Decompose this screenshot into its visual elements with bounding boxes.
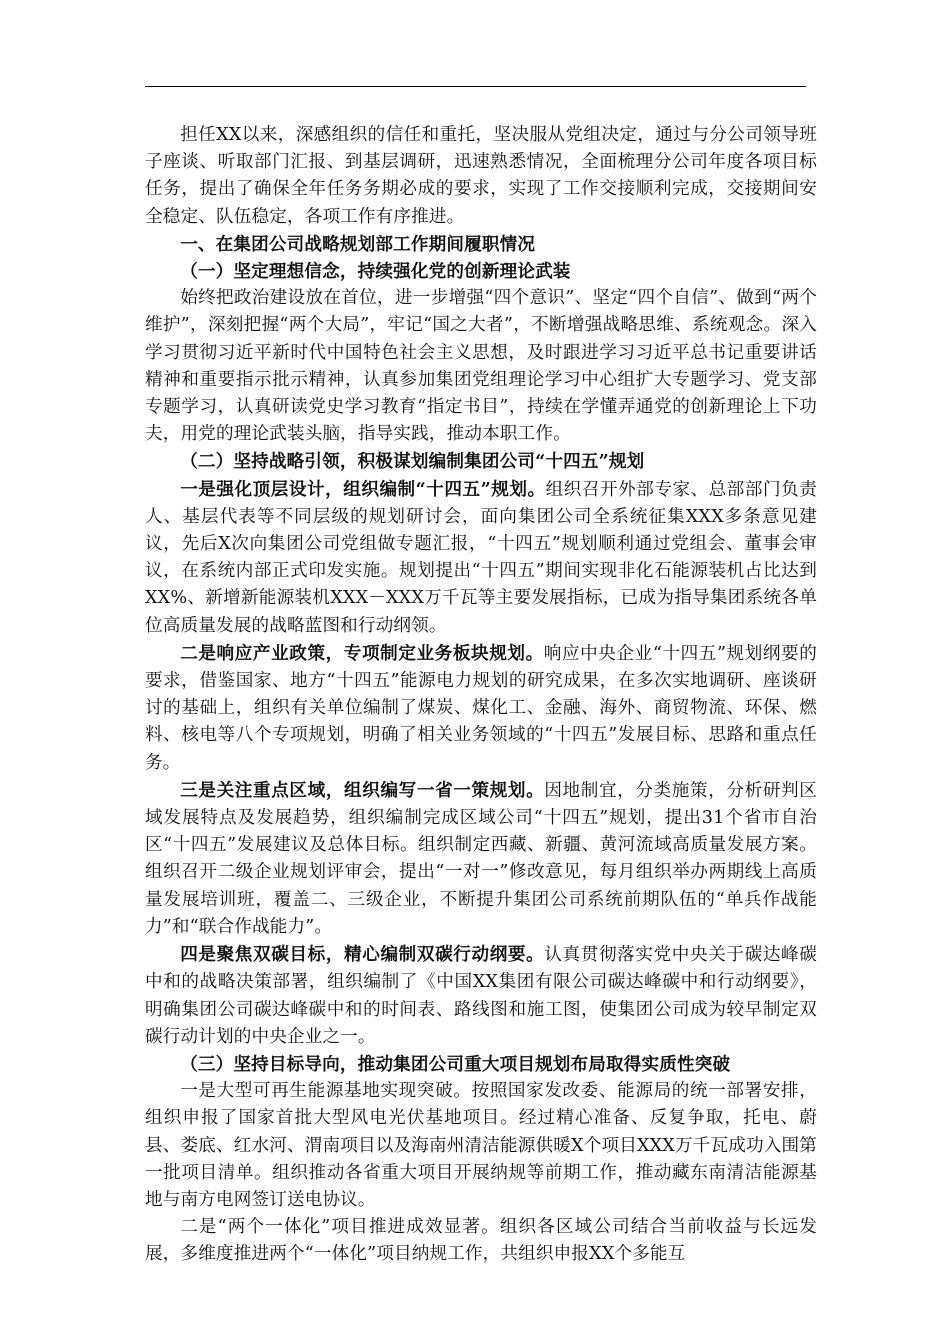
document-body <box>145 122 817 1269</box>
subsection-3-heading: （三）坚持目标导向，推动集团公司重大项目规划布局取得实质性突破 <box>180 1053 731 1075</box>
item-1-text: 组织召开外部专家、总部部门负责人、基层代表等不同层级的规划研讨会，面向集团公司全系统征集XXX多条意见建议，先后X次向集团公司党组做专题汇报，“十四五”规划顺利通过党组会、董事会审议，在系统内部正式印发实施。规划提出“十四五”期间实现非化石能源装机占比达到XX%、新增新能源装机XXX－XXX万千瓦等主要发展指标，已成为指导集团系统各单位高质量发展的战略蓝图和行动纲领。 <box>145 479 817 636</box>
item-4-lead: 四是聚焦双碳目标，精心编制双碳行动纲要。 <box>180 944 545 966</box>
item-3-lead: 三是关注重点区域，组织编写一省一策规划。 <box>180 779 545 801</box>
subsection-1-paragraph: 始终把政治建设放在首位，进一步增强“四个意识”、坚定“四个自信”、做到“两个维护”，深刻把握“两个大局”，牢记“国之大者”，不断增强战略思维、系统观念。深入学习贯彻习近平新时代中国特色社会主义思想，及时跟进学习习近平总书记重要讲话精神和重要指示批示精神，认真参加集团党组理论学习中心组扩大专题学习、党支部专题学习，认真研读党史学习教育“指定书目”，持续在学懂弄通党的创新理论上下功夫，用党的理论武装头脑，指导实践，推动本职工作。 <box>145 288 817 445</box>
item-1-lead: 一是强化顶层设计，组织编制“十四五”规划。 <box>180 478 546 500</box>
subsection-3-paragraph-1: 一是大型可再生能源基地实现突破。按照国家发改委、能源局的统一部署安排，组织申报了国家首批大型风电光伏基地项目。经过精心准备、反复争取，托电、蔚县、娄底、红水河、渭南项目以及海南州清洁能源供暖X个项目XXX万千瓦成功入围第一批项目清单。组织推动各省重大项目开展纳规等前期工作，推动藏东南清洁能源基地与南方电网签订送电协议。 <box>145 1081 817 1210</box>
header-rule <box>145 86 806 87</box>
subsection-2-heading: （二）坚持战略引领，积极谋划编制集团公司“十四五”规划 <box>180 451 645 473</box>
subsection-1-heading: （一）坚定理想信念，持续强化党的创新理论武装 <box>180 261 571 283</box>
section-1-heading: 一、在集团公司战略规划部工作期间履职情况 <box>180 233 536 255</box>
subsection-3-paragraph-2: 二是“两个一体化”项目推进成效显著。组织各区域公司结合当前收益与长远发展，多维度推进两个“一体化”项目纳规工作，共组织申报XX个多能互 <box>145 1217 817 1265</box>
item-4-paragraph <box>145 941 817 1051</box>
item-3-paragraph <box>145 777 817 941</box>
item-2-paragraph <box>145 640 817 777</box>
item-4-text: 认真贯彻落实党中央关于碳达峰碳中和的战略决策部署，组织编制了《中国XX集团有限公司碳达峰碳中和行动纲要》，明确集团公司碳达峰碳中和的时间表、路线图和施工图，使集团公司成为较早制定双碳行动计划的中央企业之一。 <box>145 945 817 1047</box>
item-1-paragraph <box>145 476 817 640</box>
item-3-text: 因地制宜，分类施策，分析研判区域发展特点及发展趋势，组织编制完成区域公司“十四五”规划，提出31个省市自治区“十四五”发展建议及总体目标。组织制定西藏、新疆、黄河流域高质量发展方案。组织召开二级企业规划评审会，提出“一对一”修改意见，每月组织举办两期线上高质量发展培训班，覆盖二、三级企业，不断提升集团公司系统前期队伍的“单兵作战能力”和“联合作战能力”。 <box>145 780 817 937</box>
item-2-lead: 二是响应产业政策，专项制定业务板块规划。 <box>180 642 544 664</box>
item-2-text: 响应中央企业“十四五”规划纲要的要求，借鉴国家、地方“十四五”能源电力规划的研究成果，在多次实地调研、座谈研讨的基础上，组织有关单位编制了煤炭、煤化工、金融、海外、商贸物流、环保、燃料、核电等八个专项规划，明确了相关业务领域的“十四五”发展目标、思路和重点任务。 <box>145 643 817 773</box>
intro-paragraph: 担任XX以来，深感组织的信任和重托，坚决服从党组决定，通过与分公司领导班子座谈、听取部门汇报、到基层调研，迅速熟悉情况，全面梳理分公司年度各项目标任务，提出了确保全年任务务期必成的要求，实现了工作交接顺利完成，交接期间安全稳定、队伍稳定，各项工作有序推进。 <box>145 125 817 227</box>
